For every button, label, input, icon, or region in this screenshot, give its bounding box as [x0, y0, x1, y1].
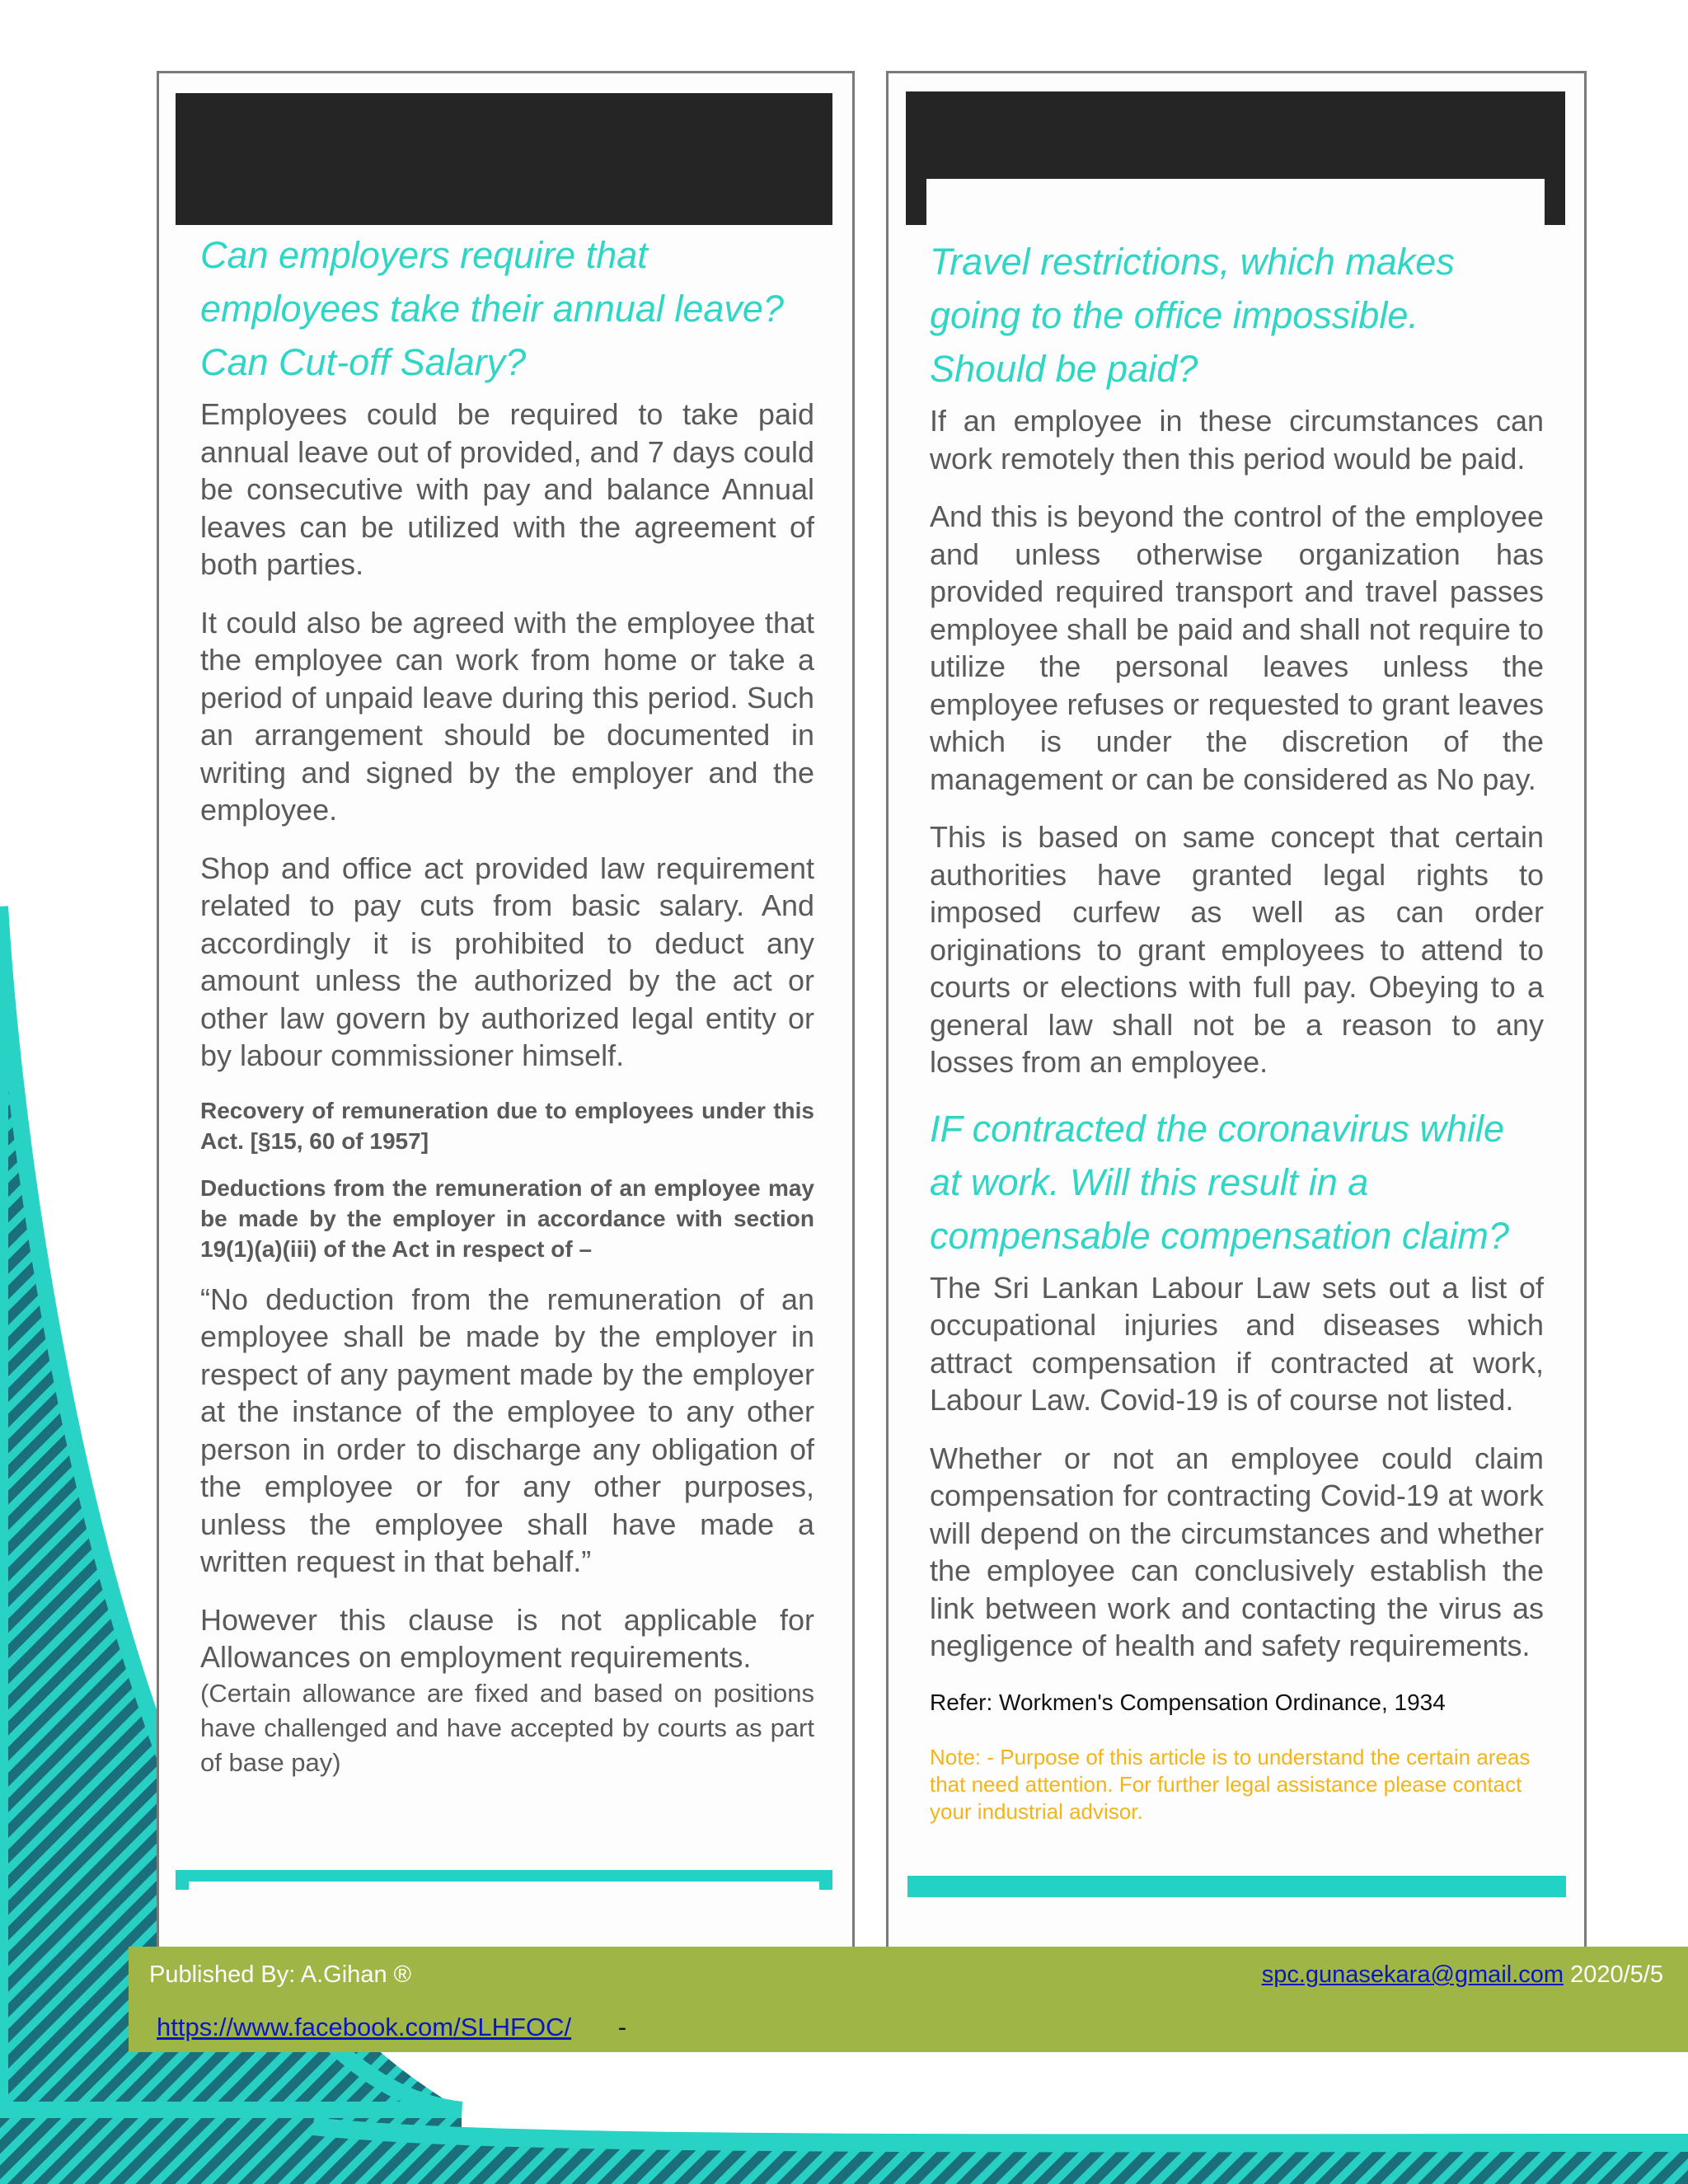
contact-info	[1262, 1961, 1663, 1989]
email-link[interactable]: spc.gunasekara@gmail.com	[1261, 1961, 1564, 1988]
left-paragraph-2: It could also be agreed with the employee that the employee can work from home or take a period of unpaid leave during this period. Such an arrangement should be documented in writing and signed by the employer and the employee.	[200, 605, 814, 827]
right-paragraph-3: This is based on same concept that certain authorities have granted legal rights to imposed curfew as well as can order originations to grant employees to attend to courts or elections with full pay. Obeying to a general law shall not be a reason to any losses from an employee.	[930, 820, 1544, 1079]
left-paragraph-3: Shop and office act provided law requirement related to pay cuts from basic salary. And accordingly it is prohibited to deduct any amount unless the authorized by the act or other law govern by authorized legal entity or by labour commissioner himself.	[200, 851, 814, 1072]
left-small-note: (Certain allowance are fixed and based on positions have challenged and have accepted by courts as part of base pay)	[200, 1678, 814, 1777]
right-paragraph-5: Whether or not an employee could claim compensation for contracting Covid-19 at work will depend on the circumstances and whether the employee can conclusively establish the link between work and contacting the virus as negligence of health and safety requirements.	[930, 1441, 1544, 1662]
left-quote: “No deduction from the remuneration of an employee shall be made by the employer in respect of any payment made by the employer at the instance of the employee to any other person in order to discharge any obligation of the employee or for any other purposes, unless the employee shall have made a written request in that behalf.”	[200, 1282, 814, 1578]
right-paragraph-1: If an employee in these circumstances can work remotely then this period would be paid.	[930, 404, 1544, 476]
right-teal-divider	[907, 1876, 1566, 1897]
reference-note: Refer: Workmen's Compensation Ordinance, 1934	[930, 1689, 1446, 1715]
right-heading-2: IF contracted the coronavirus while at work. Will this result in a compensable compensation claim?	[930, 1107, 1509, 1257]
footer-dash: -	[617, 2013, 627, 2041]
right-paragraph-2: And this is beyond the control of the employee and unless otherwise organization has provided required transport and travel passes employee shall be paid and shall not require to utilize the personal leaves unless the employee refuses or requested to grant leaves which is under the discretion of the management or can be considered as No pay.	[930, 499, 1544, 796]
left-teal-divider	[176, 1870, 832, 1890]
facebook-link[interactable]: https://www.facebook.com/SLHFOC/	[157, 2013, 572, 2041]
facebook-row	[157, 2013, 626, 2042]
left-article-content	[200, 228, 814, 1780]
right-paragraph-4: The Sri Lankan Labour Law sets out a list of occupational injuries and diseases which attract compensation if contracted at work, Labour Law. Covid-19 is of course not listed.	[930, 1270, 1544, 1417]
right-heading-1: Travel restrictions, which makes going to the office impossible. Should be paid?	[930, 241, 1455, 390]
footer-band	[129, 1947, 1688, 2052]
left-heading: Can employers require that employees take their annual leave? Can Cut-off Salary?	[200, 234, 784, 383]
left-bold-note-1: Recovery of remuneration due to employees under this Act. [§15, 60 of 1957]	[200, 1097, 814, 1154]
left-paragraph-1: Employees could be required to take paid annual leave out of provided, and 7 days could be consecutive with pay and balance Annual leaves can be utilized with the agreement of both parties.	[200, 397, 814, 581]
publish-date: 2020/5/5	[1570, 1961, 1663, 1988]
disclaimer-note: Note: - Purpose of this article is to understand the certain areas that need attention. For further legal assistance please contact your industrial advisor.	[930, 1744, 1531, 1824]
left-header-bar	[176, 93, 832, 225]
left-article-column	[157, 71, 855, 1966]
right-article-column	[886, 71, 1587, 1966]
right-article-content	[930, 235, 1544, 1825]
publisher-credit: Published By: A.Gihan ®	[149, 1961, 411, 1988]
left-bold-note-2: Deductions from the remuneration of an employee may be made by the employer in accordance with section 19(1)(a)(iii) of the Act in respect of –	[200, 1174, 814, 1262]
left-paragraph-4: However this clause is not applicable for Allowances on employment requirements.	[200, 1602, 814, 1674]
right-header-bar	[906, 91, 1565, 225]
